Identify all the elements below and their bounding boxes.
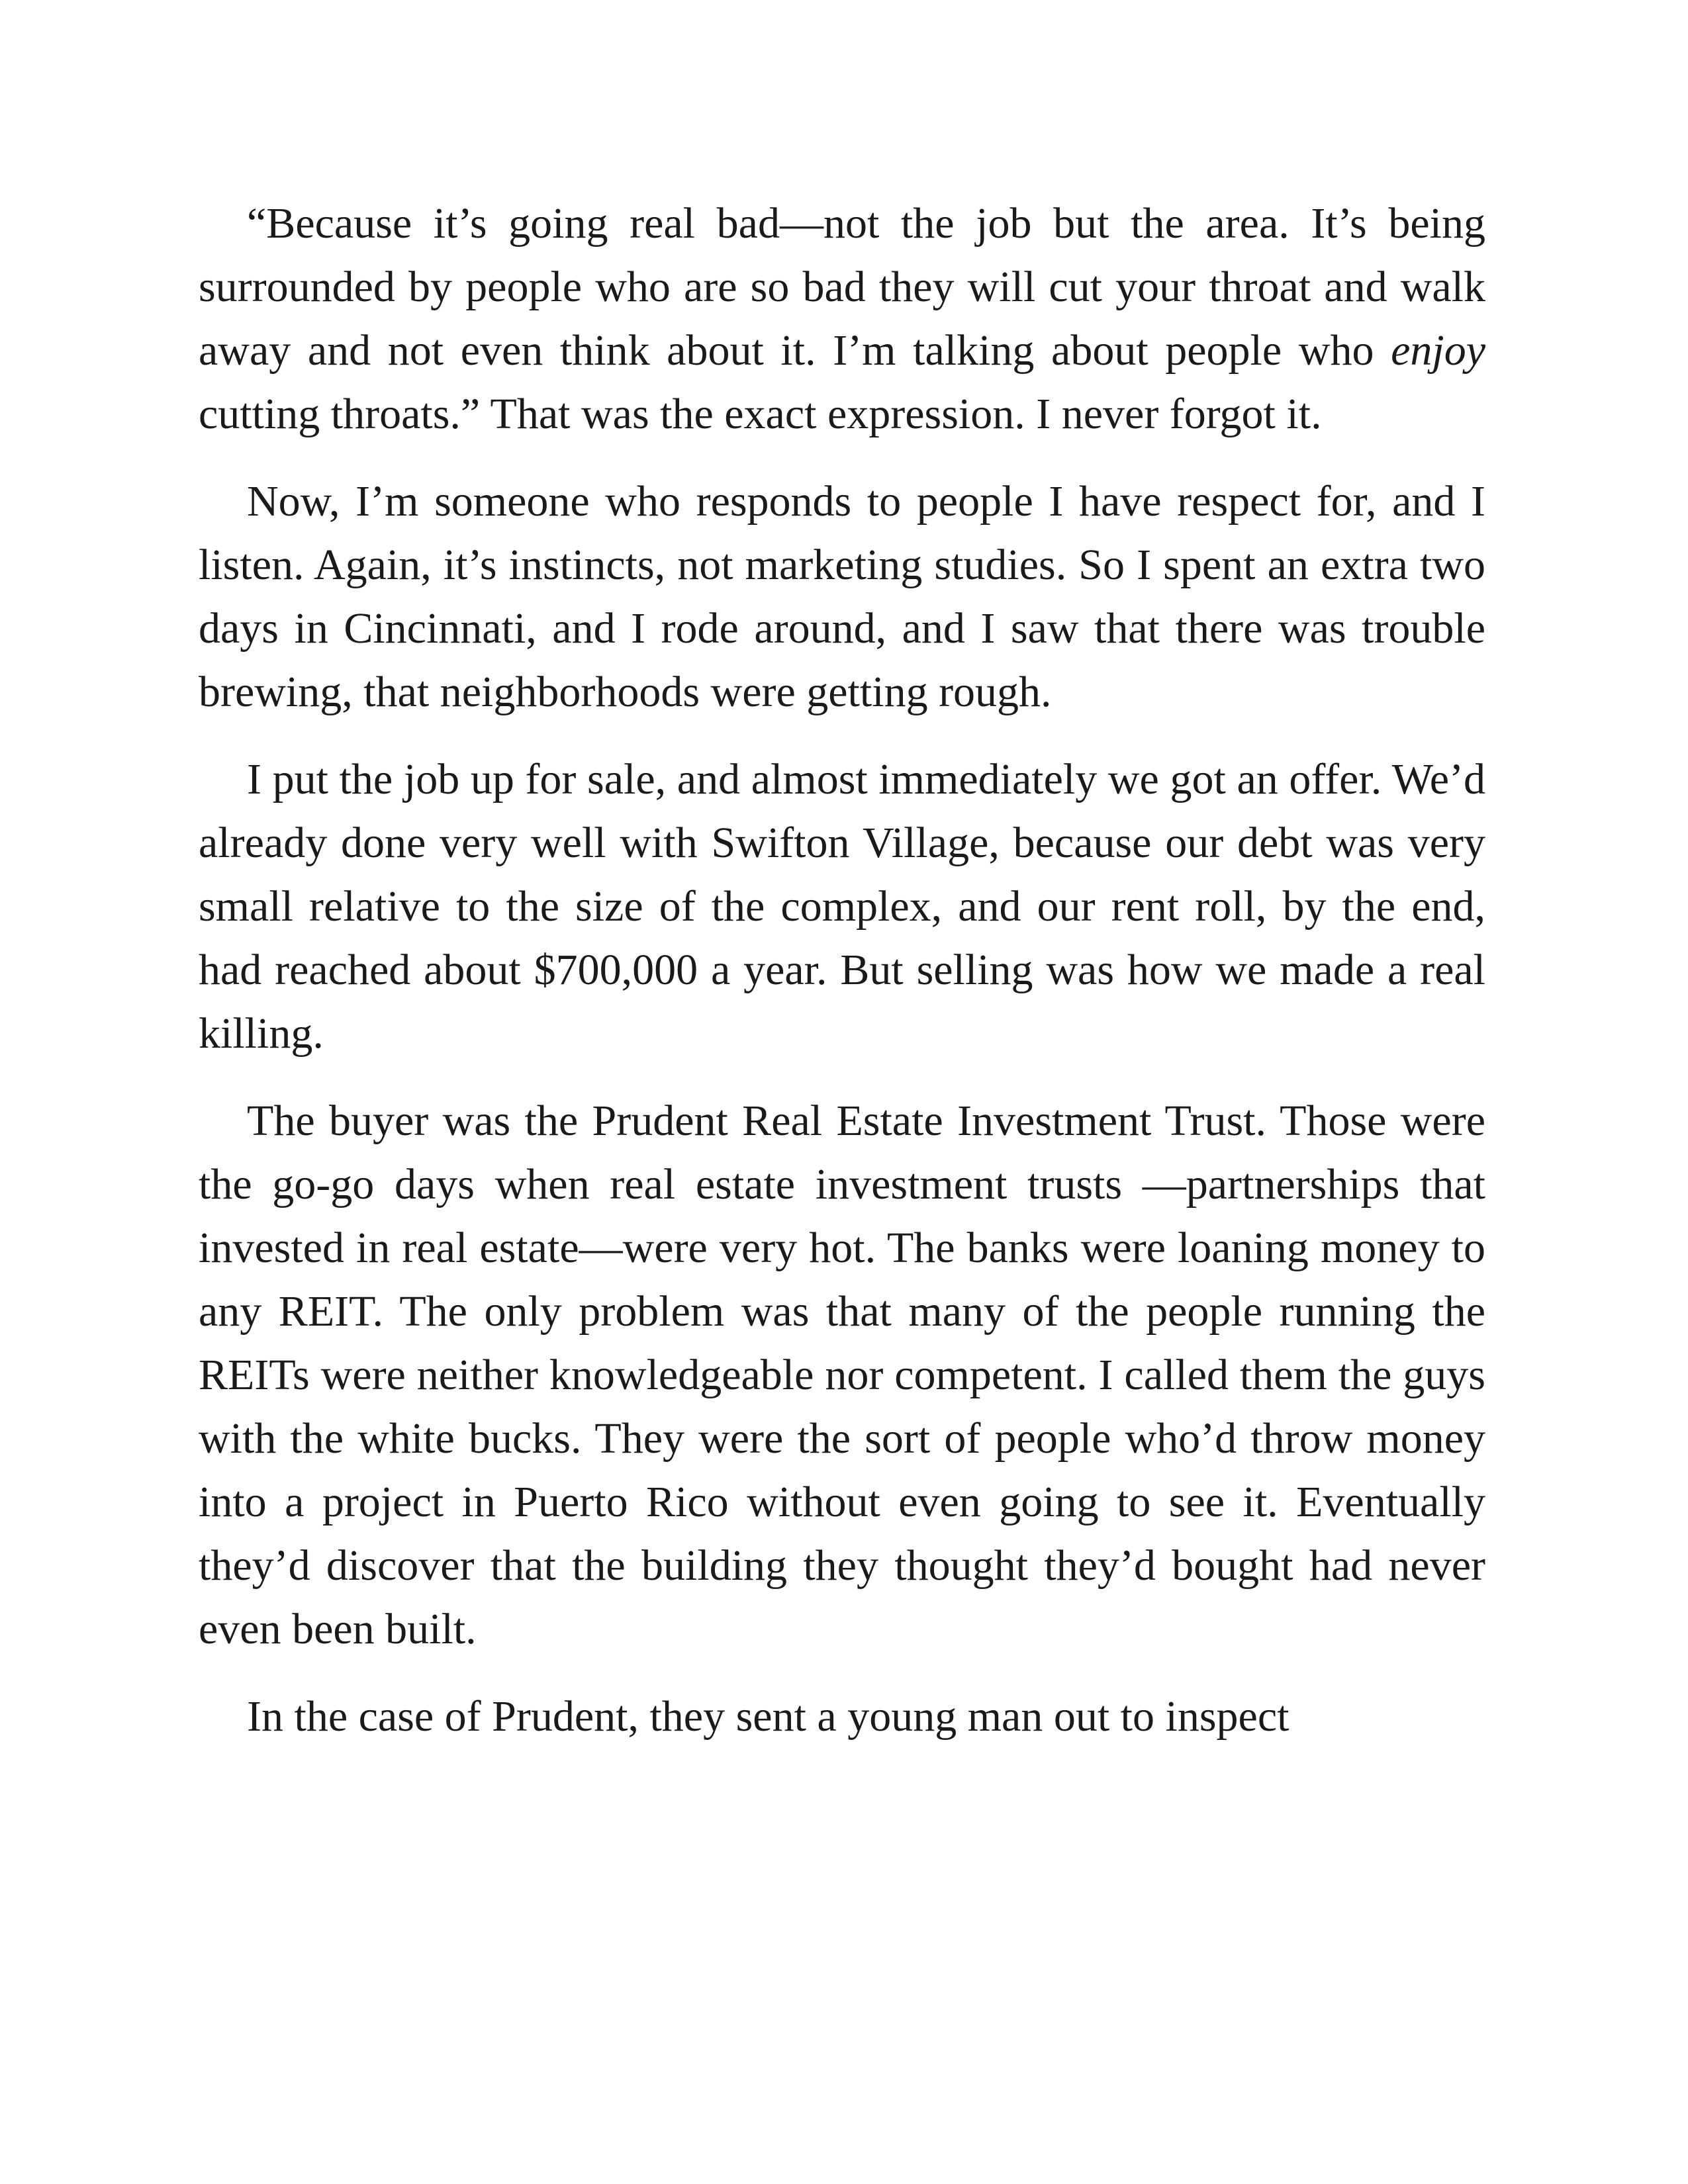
page-body xyxy=(199,192,1485,1749)
paragraph-4: The buyer was the Prudent Real Estate Investment Trust. Those were the go-go days when real estate investment trusts —partnerships that invested in real estate—were very hot. The banks were loaning money to any REIT. The only problem was that many of the people running the REITs were neither knowledgeable nor competent. I called them the guys with the white bucks. They were the sort of people who’d throw money into a project in Puerto Rico without even going to see it. Eventually they’d discover that the building they thought they’d bought had never even been built. xyxy=(199,1097,1485,1653)
paragraph-2: Now, I’m someone who responds to people I have respect for, and I listen. Again, it’s instincts, not marketing studies. So I spent an extra two days in Cincinnati, and I rode around, and I saw that there was trouble brewing, that neighborhoods were getting rough. xyxy=(199,477,1485,716)
paragraph-5: In the case of Prudent, they sent a young man out to inspect xyxy=(247,1692,1289,1741)
emphasis-enjoy: enjoy xyxy=(1391,326,1485,375)
paragraph-1 xyxy=(199,192,1485,446)
paragraph-3: I put the job up for sale, and almost immediately we got an offer. We’d already done very well with Swifton Village, because our debt was very small relative to the size of the complex, and our rent roll, by the end, had reached about $700,000 a year. But selling was how we made a real killing. xyxy=(199,755,1485,1058)
paragraph-1-text-after: cutting throats.” That was the exact expression. I never forgot it. xyxy=(199,390,1322,438)
paragraph-1-text-before: “Because it’s going real bad—not the job but the area. It’s being surrounded by people who are so bad they will cut your throat and walk away and not even think about it. I’m talking about people who xyxy=(199,199,1485,375)
